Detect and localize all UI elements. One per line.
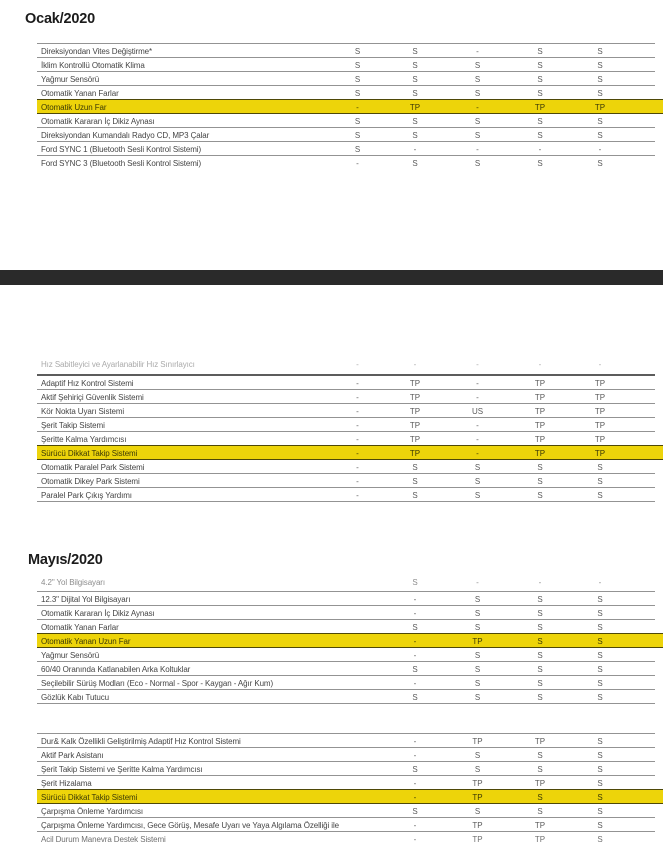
feature-label: Yağmur Sensörü xyxy=(41,74,100,84)
feature-value: - xyxy=(356,392,359,402)
table-row xyxy=(37,648,655,662)
feature-value: S xyxy=(474,74,481,84)
feature-value: S xyxy=(537,608,543,618)
feature-value: - xyxy=(413,778,417,788)
feature-value: S xyxy=(474,750,481,760)
feature-value: S xyxy=(597,764,603,774)
feature-value: S xyxy=(597,608,603,618)
feature-value: TP xyxy=(472,792,483,802)
feature-value: S xyxy=(597,116,603,126)
feature-value: TP xyxy=(409,434,421,444)
table-row xyxy=(37,128,655,142)
feature-value: - xyxy=(476,434,479,444)
feature-value: S xyxy=(597,835,603,844)
feature-value: TP xyxy=(534,420,546,430)
feature-value: S xyxy=(412,664,418,674)
table-row xyxy=(37,762,655,776)
feature-value: S xyxy=(597,130,603,140)
feature-value: S xyxy=(597,636,603,646)
feature-label: İklim Kontrollü Otomatik Klima xyxy=(41,60,145,70)
feature-value: S xyxy=(474,692,481,702)
feature-value: S xyxy=(474,462,481,472)
table-row xyxy=(37,676,655,690)
feature-value: - xyxy=(476,144,479,154)
feature-value: TP xyxy=(472,778,483,788)
feature-value: TP xyxy=(409,448,421,458)
table-row xyxy=(37,748,655,762)
table-row xyxy=(37,832,655,844)
feature-value: S xyxy=(597,74,603,84)
feature-label: Adaptif Hız Kontrol Sistemi xyxy=(41,378,134,388)
feature-value: S xyxy=(474,594,481,604)
feature-label: Şerit Takip Sistemi ve Şeritte Kalma Yardımcısı xyxy=(41,764,203,774)
feature-value: TP xyxy=(594,378,606,388)
feature-label: Direksiyondan Vites Değiştirme* xyxy=(41,46,153,56)
feature-value: - xyxy=(598,360,602,369)
feature-value: TP xyxy=(594,102,606,112)
feature-value: - xyxy=(413,608,417,618)
feature-value: S xyxy=(412,74,418,84)
feature-value: S xyxy=(412,622,418,632)
feature-value: - xyxy=(538,578,542,587)
feature-value: S xyxy=(537,490,543,500)
table-row xyxy=(37,418,655,432)
feature-value: TP xyxy=(534,102,546,112)
section-heading-ocak: Ocak/2020 xyxy=(25,11,95,27)
table-row xyxy=(37,690,655,704)
feature-value: - xyxy=(356,420,359,430)
table-row-highlighted xyxy=(37,790,663,804)
feature-value: S xyxy=(537,60,543,70)
feature-value: S xyxy=(354,46,361,56)
feature-label: 12.3" Dijital Yol Bilgisayarı xyxy=(41,594,131,604)
feature-value: - xyxy=(356,406,359,416)
feature-value: TP xyxy=(534,778,546,788)
feature-value: - xyxy=(356,360,359,369)
feature-value: S xyxy=(412,806,418,816)
feature-value: S xyxy=(537,622,543,632)
feature-value: S xyxy=(412,692,418,702)
feature-value: S xyxy=(474,650,481,660)
table-row-highlighted xyxy=(37,634,663,648)
feature-value: S xyxy=(537,88,543,98)
feature-value: S xyxy=(537,650,543,660)
section-heading-mayis: Mayıs/2020 xyxy=(28,552,103,568)
feature-value: S xyxy=(354,60,361,70)
feature-value: - xyxy=(356,378,359,388)
feature-value: S xyxy=(537,462,543,472)
table-row xyxy=(37,662,655,676)
feature-value: TP xyxy=(472,736,483,746)
feature-value: S xyxy=(537,636,543,646)
table-row xyxy=(37,592,655,606)
feature-label: Otomatik Yanan Uzun Far xyxy=(41,636,131,646)
feature-value: S xyxy=(412,578,418,587)
feature-value: S xyxy=(597,820,603,830)
features-table-ocak-continued xyxy=(37,360,655,502)
feature-value: - xyxy=(476,578,479,587)
feature-value: S xyxy=(597,476,603,486)
feature-value: - xyxy=(413,792,417,802)
feature-value: S xyxy=(537,764,543,774)
feature-value: S xyxy=(474,490,481,500)
feature-value: TP xyxy=(409,392,421,402)
feature-label: Seçilebilir Sürüş Modları (Eco - Normal - Spor - Kaygan - Ağır Kum) xyxy=(41,678,274,688)
feature-value: S xyxy=(537,74,543,84)
feature-value: S xyxy=(412,60,418,70)
feature-label: Kör Nokta Uyarı Sistemi xyxy=(41,406,125,416)
feature-value: - xyxy=(538,360,542,369)
feature-value: S xyxy=(537,130,543,140)
feature-value: S xyxy=(354,74,361,84)
features-table-mayis xyxy=(37,578,655,704)
feature-value: TP xyxy=(534,434,546,444)
table-row xyxy=(37,474,655,488)
feature-value: - xyxy=(476,360,479,369)
feature-label: Şerit Hizalama xyxy=(41,778,92,788)
table-row xyxy=(37,114,655,128)
feature-label: Aktif Şehiriçi Güvenlik Sistemi xyxy=(41,392,144,402)
feature-value: S xyxy=(474,130,481,140)
table-row xyxy=(37,734,655,748)
feature-value: - xyxy=(356,102,359,112)
feature-value: S xyxy=(597,650,603,660)
feature-value: TP xyxy=(472,835,483,844)
feature-label: Ford SYNC 1 (Bluetooth Sesli Kontrol Sistemi) xyxy=(41,144,202,154)
feature-value: S xyxy=(412,88,418,98)
feature-label: Otomatik Kararan İç Dikiz Aynası xyxy=(41,116,155,126)
feature-value: S xyxy=(597,806,603,816)
table-row xyxy=(37,606,655,620)
feature-label: Otomatik Yanan Farlar xyxy=(41,88,119,98)
feature-value: S xyxy=(537,46,543,56)
table-row xyxy=(37,488,655,502)
feature-label: Otomatik Kararan İç Dikiz Aynası xyxy=(41,608,155,618)
feature-label: Çarpışma Önleme Yardımcısı xyxy=(41,806,144,816)
feature-value: S xyxy=(597,736,603,746)
feature-value: S xyxy=(597,792,603,802)
feature-value: S xyxy=(412,116,418,126)
feature-value: S xyxy=(537,664,543,674)
feature-value: S xyxy=(474,678,481,688)
feature-value: TP xyxy=(534,448,546,458)
feature-value: S xyxy=(354,116,361,126)
feature-value: S xyxy=(412,476,418,486)
feature-value: - xyxy=(356,462,359,472)
feature-value: S xyxy=(597,462,603,472)
feature-label: Acil Durum Manevra Destek Sistemi xyxy=(41,835,166,844)
feature-label: Gözlük Kabı Tutucu xyxy=(41,692,110,702)
feature-value: TP xyxy=(534,820,546,830)
feature-label: Otomatik Paralel Park Sistemi xyxy=(41,462,145,472)
feature-value: S xyxy=(597,664,603,674)
feature-value: S xyxy=(597,490,603,500)
feature-value: S xyxy=(597,778,603,788)
feature-label: Yağmur Sensörü xyxy=(41,650,100,660)
table-row xyxy=(37,460,655,474)
feature-value: S xyxy=(412,490,418,500)
feature-value: - xyxy=(356,448,359,458)
feature-value: S xyxy=(474,622,481,632)
feature-value: S xyxy=(597,622,603,632)
feature-value: TP xyxy=(534,835,546,844)
feature-value: TP xyxy=(534,378,546,388)
feature-value: TP xyxy=(409,406,421,416)
feature-value: US xyxy=(471,406,484,416)
page-divider-bar xyxy=(0,270,663,285)
feature-value: S xyxy=(537,692,543,702)
table-row-highlighted xyxy=(37,446,663,460)
feature-value: S xyxy=(597,158,603,168)
feature-label: Paralel Park Çıkış Yardımı xyxy=(41,490,132,500)
feature-value: S xyxy=(354,130,361,140)
feature-value: S xyxy=(412,764,418,774)
table-row xyxy=(37,360,655,376)
table-row xyxy=(37,58,655,72)
feature-value: TP xyxy=(534,392,546,402)
table-row xyxy=(37,818,655,832)
feature-value: - xyxy=(413,650,417,660)
feature-value: TP xyxy=(594,420,606,430)
feature-value: S xyxy=(474,806,481,816)
feature-value: S xyxy=(597,46,603,56)
feature-value: - xyxy=(413,820,417,830)
table-row xyxy=(37,156,655,170)
feature-label: Dur& Kalk Özellikli Geliştirilmiş Adaptif Hız Kontrol Sistemi xyxy=(41,736,241,746)
table-row-highlighted xyxy=(37,100,663,114)
feature-value: - xyxy=(598,144,602,154)
table-row xyxy=(37,376,655,390)
feature-value: S xyxy=(537,116,543,126)
feature-label: Otomatik Uzun Far xyxy=(41,102,107,112)
feature-value: S xyxy=(412,130,418,140)
feature-value: TP xyxy=(472,820,483,830)
feature-value: - xyxy=(476,420,479,430)
feature-value: - xyxy=(356,490,359,500)
feature-value: S xyxy=(537,594,543,604)
feature-value: TP xyxy=(409,102,421,112)
table-row xyxy=(37,44,655,58)
feature-value: TP xyxy=(409,420,421,430)
feature-value: S xyxy=(474,158,481,168)
feature-value: - xyxy=(413,144,417,154)
feature-value: S xyxy=(537,750,543,760)
feature-value: S xyxy=(474,88,481,98)
table-row xyxy=(37,72,655,86)
features-table-mayis-safety xyxy=(37,733,655,844)
feature-value: TP xyxy=(409,378,421,388)
feature-value: S xyxy=(412,462,418,472)
feature-value: S xyxy=(474,60,481,70)
feature-value: - xyxy=(356,476,359,486)
feature-value: S xyxy=(537,678,543,688)
feature-value: S xyxy=(597,60,603,70)
table-row xyxy=(37,578,655,592)
feature-value: - xyxy=(476,448,479,458)
feature-value: S xyxy=(354,88,361,98)
feature-value: S xyxy=(474,116,481,126)
feature-value: - xyxy=(476,46,479,56)
feature-value: - xyxy=(413,678,417,688)
table-row xyxy=(37,804,655,818)
feature-value: - xyxy=(413,835,417,844)
feature-value: - xyxy=(598,578,602,587)
feature-label: Aktif Park Asistanı xyxy=(41,750,104,760)
feature-value: - xyxy=(356,158,359,168)
feature-value: TP xyxy=(594,434,606,444)
feature-value: - xyxy=(476,102,479,112)
feature-value: - xyxy=(413,636,417,646)
feature-value: TP xyxy=(594,392,606,402)
table-row xyxy=(37,390,655,404)
feature-value: - xyxy=(476,392,479,402)
feature-value: S xyxy=(412,46,418,56)
feature-value: S xyxy=(537,792,543,802)
feature-value: S xyxy=(412,158,418,168)
feature-label: Otomatik Yanan Farlar xyxy=(41,622,119,632)
table-row xyxy=(37,404,655,418)
feature-value: - xyxy=(413,750,417,760)
feature-value: S xyxy=(597,678,603,688)
feature-value: S xyxy=(537,806,543,816)
feature-value: S xyxy=(597,750,603,760)
feature-value: S xyxy=(597,594,603,604)
feature-value: S xyxy=(474,764,481,774)
feature-value: S xyxy=(597,692,603,702)
feature-value: S xyxy=(474,664,481,674)
feature-label: 60/40 Oranında Katlanabilen Arka Koltuklar xyxy=(41,664,191,674)
feature-value: TP xyxy=(594,406,606,416)
features-table-ocak xyxy=(37,43,655,170)
feature-value: S xyxy=(597,88,603,98)
table-row xyxy=(37,142,655,156)
feature-label: Çarpışma Önleme Yardımcısı, Gece Görüş, Mesafe Uyarı ve Yaya Algılama Özelliği ile xyxy=(41,820,339,830)
feature-label: 4.2" Yol Bilgisayarı xyxy=(41,578,105,587)
feature-value: S xyxy=(537,476,543,486)
feature-value: - xyxy=(413,360,417,369)
feature-label: Direksiyondan Kumandalı Radyo CD, MP3 Çalar xyxy=(41,130,210,140)
feature-value: - xyxy=(538,144,542,154)
feature-label: Otomatik Dikey Park Sistemi xyxy=(41,476,140,486)
feature-label: Sürücü Dikkat Takip Sistemi xyxy=(41,448,138,458)
feature-label: Sürücü Dikkat Takip Sistemi xyxy=(41,792,138,802)
feature-value: S xyxy=(474,608,481,618)
feature-label: Şerit Takip Sistemi xyxy=(41,420,105,430)
feature-value: S xyxy=(474,476,481,486)
feature-value: TP xyxy=(534,406,546,416)
feature-value: - xyxy=(356,434,359,444)
feature-value: S xyxy=(354,144,361,154)
feature-value: - xyxy=(476,378,479,388)
feature-value: TP xyxy=(534,736,546,746)
feature-value: TP xyxy=(594,448,606,458)
feature-label: Şeritte Kalma Yardımcısı xyxy=(41,434,127,444)
feature-value: TP xyxy=(472,636,483,646)
feature-label: Ford SYNC 3 (Bluetooth Sesli Kontrol Sistemi) xyxy=(41,158,202,168)
feature-value: - xyxy=(413,736,417,746)
feature-value: S xyxy=(537,158,543,168)
feature-value: - xyxy=(413,594,417,604)
feature-label: Hız Sabitleyici ve Ayarlanabilir Hız Sınırlayıcı xyxy=(41,360,195,369)
